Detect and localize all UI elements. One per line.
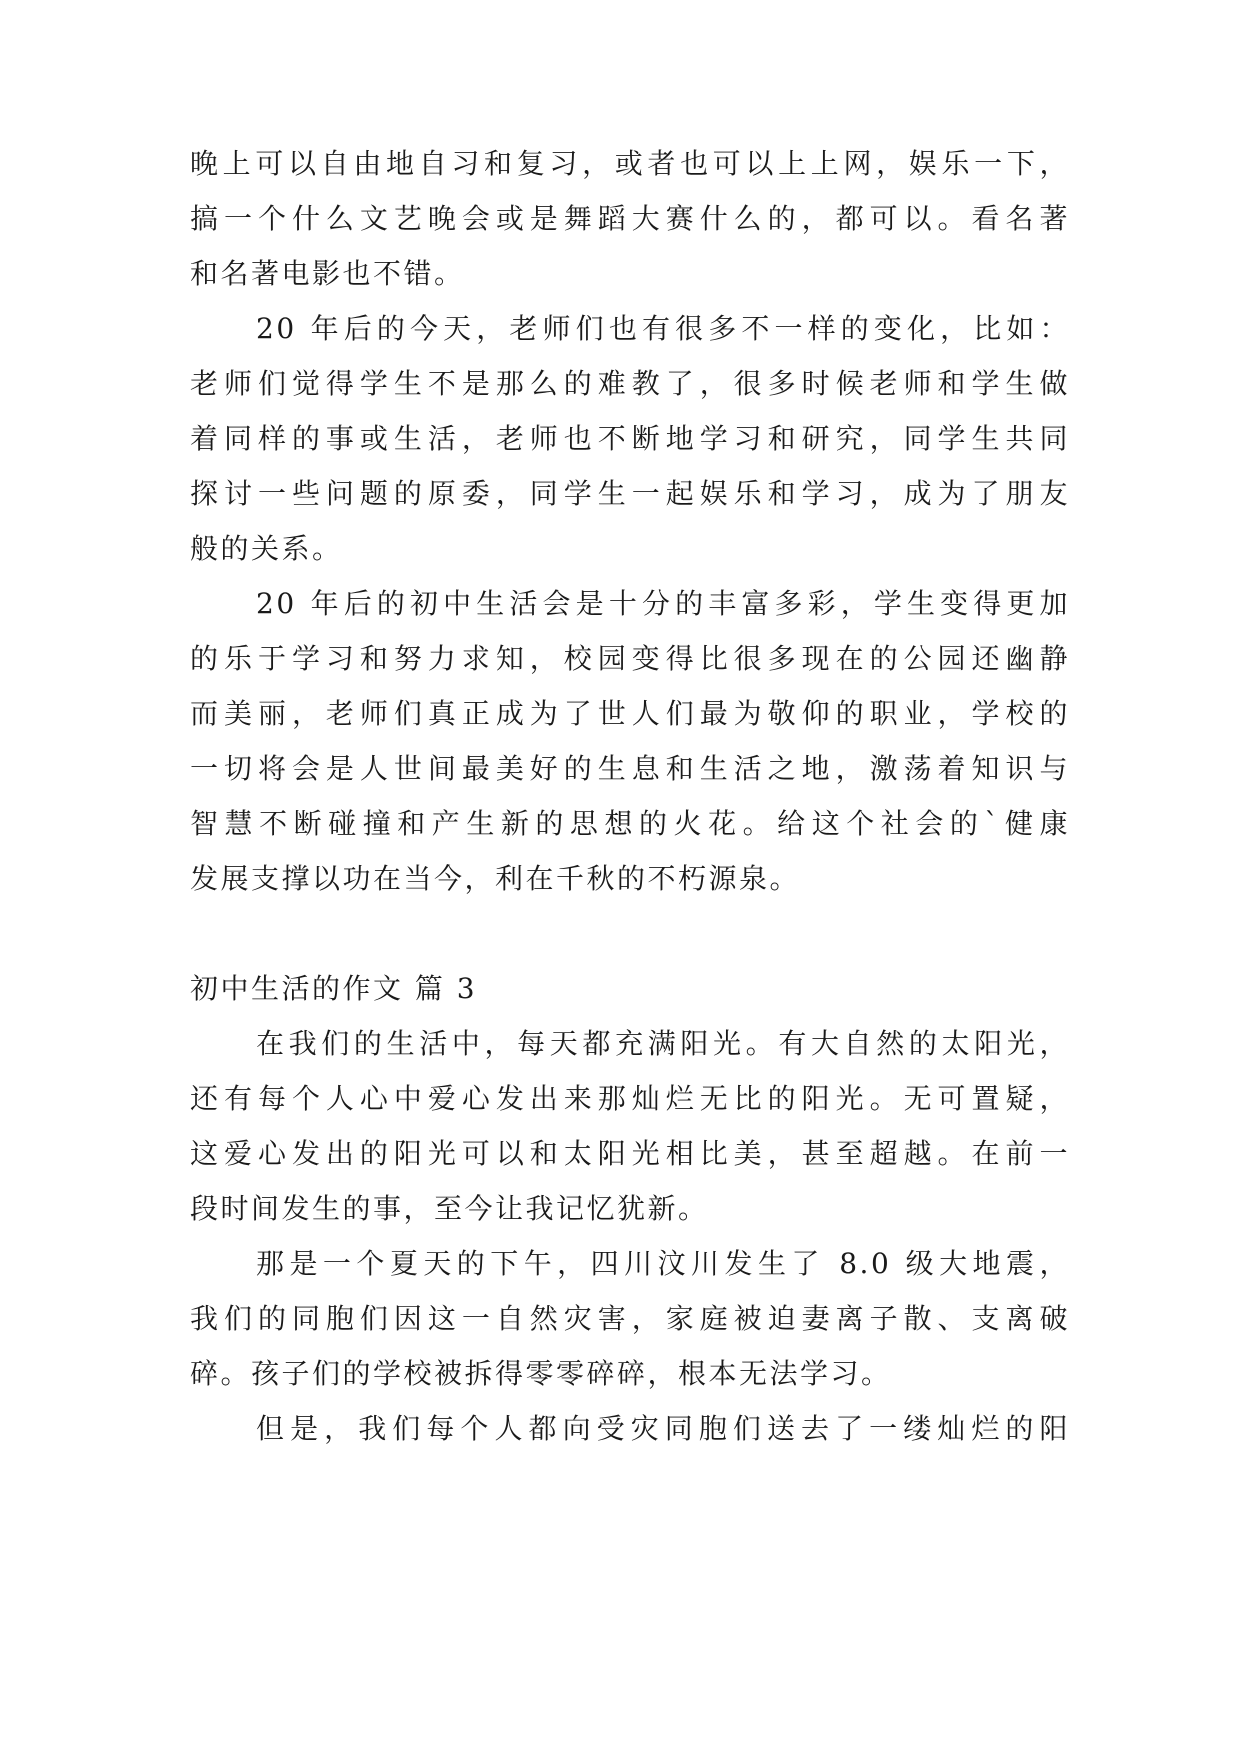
paragraph-line: 晚上可以自由地自习和复习，或者也可以上上网，娱乐一下，	[190, 147, 1070, 180]
paragraph-line: 还有每个人心中爱心发出来那灿烂无比的阳光。无可置疑，	[190, 1082, 1070, 1115]
paragraph-line: 碎。孩子们的学校被拆得零零碎碎，根本无法学习。	[190, 1357, 892, 1390]
paragraph-line: 20 年后的初中生活会是十分的丰富多彩，学生变得更加	[256, 587, 1070, 620]
paragraph-line: 但是，我们每个人都向受灾同胞们送去了一缕灿烂的阳	[256, 1412, 1070, 1445]
paragraph-line: 般的关系。	[190, 532, 343, 565]
section-heading: 初中生活的作文 篇 3	[190, 972, 478, 1005]
paragraph-line: 段时间发生的事，至今让我记忆犹新。	[190, 1192, 709, 1225]
paragraph-line: 和名著电影也不错。	[190, 257, 465, 290]
paragraph-line: 发展支撑以功在当今，利在千秋的不朽源泉。	[190, 862, 801, 895]
paragraph-line: 一切将会是人世间最美好的生息和生活之地，激荡着知识与	[190, 752, 1070, 785]
paragraph-line: 着同样的事或生活，老师也不断地学习和研究，同学生共同	[190, 422, 1070, 455]
paragraph-line: 探讨一些问题的原委，同学生一起娱乐和学习，成为了朋友	[190, 477, 1070, 510]
paragraph-line: 在我们的生活中，每天都充满阳光。有大自然的太阳光，	[256, 1027, 1070, 1060]
paragraph-line: 20 年后的今天，老师们也有很多不一样的变化，比如：	[256, 312, 1070, 345]
paragraph-line: 老师们觉得学生不是那么的难教了，很多时候老师和学生做	[190, 367, 1070, 400]
paragraph-line: 搞一个什么文艺晚会或是舞蹈大赛什么的，都可以。看名著	[190, 202, 1070, 235]
paragraph-line: 的乐于学习和努力求知，校园变得比很多现在的公园还幽静	[190, 642, 1070, 675]
paragraph-line: 这爱心发出的阳光可以和太阳光相比美，甚至超越。在前一	[190, 1137, 1070, 1170]
paragraph-line: 我们的同胞们因这一自然灾害，家庭被迫妻离子散、支离破	[190, 1302, 1070, 1335]
paragraph-line: 那是一个夏天的下午，四川汶川发生了 8.0 级大地震，	[256, 1247, 1070, 1280]
paragraph-line: 而美丽，老师们真正成为了世人们最为敬仰的职业，学校的	[190, 697, 1070, 730]
paragraph-line: 智慧不断碰撞和产生新的思想的火花。给这个社会的`健康	[190, 807, 1070, 840]
